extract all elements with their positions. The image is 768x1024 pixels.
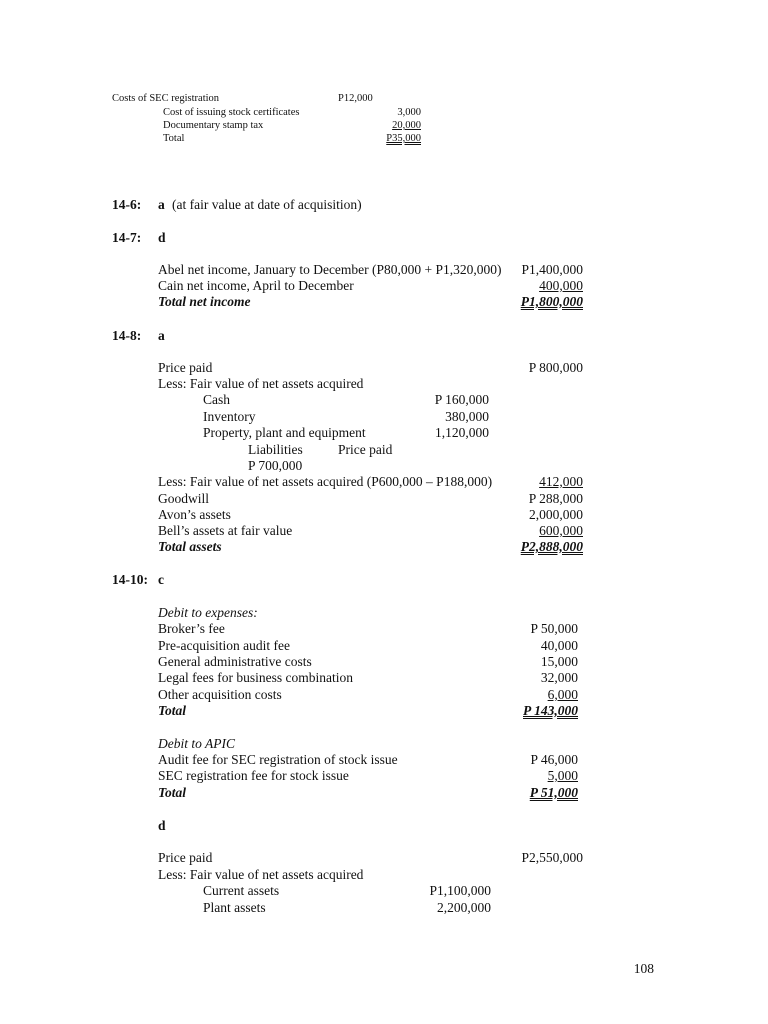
sec-costs-row-label: Cost of issuing stock certificates [163, 107, 300, 118]
total-amount: P1,800,000 [520, 294, 583, 309]
problem-number: 14-6: [112, 197, 142, 212]
line-amount: P 50,000 [530, 621, 578, 636]
line-label: Other acquisition costs [158, 687, 282, 702]
line-label: Price paid [158, 850, 213, 865]
line-label: Abel net income, January to December (P80,000 + P1,320,000) [158, 262, 502, 277]
asset-label: Current assets [203, 883, 280, 898]
line-label: Pre-acquisition audit fee [158, 638, 290, 653]
line-label: Less: Fair value of net assets acquired [158, 867, 364, 882]
line-label: Goodwill [158, 491, 210, 506]
problem-number: 14-10: [112, 572, 148, 587]
line-amount: 15,000 [540, 654, 578, 669]
line-label: Less: Fair value of net assets acquired (P600,000 – P188,000) [158, 474, 493, 489]
sec-costs-total-label: Total [163, 133, 185, 144]
line-amount: 412,000 [539, 474, 583, 489]
asset-amount: P1,100,000 [429, 883, 491, 898]
line-amount: P2,550,000 [521, 850, 583, 865]
inline-amount: P 700,000 [248, 458, 303, 473]
line-label: Broker’s fee [158, 621, 225, 636]
line-label: Legal fees for business combination [158, 670, 353, 685]
asset-label: Property, plant and equipment [203, 425, 366, 440]
line-amount: 5,000 [547, 768, 578, 783]
sec-costs-total-amount: P35,000 [386, 133, 421, 144]
answer-letter: c [158, 572, 164, 587]
line-amount: 6,000 [547, 687, 578, 702]
line-amount: P1,400,000 [521, 262, 583, 277]
line-label: SEC registration fee for stock issue [158, 768, 349, 783]
answer-letter: d [158, 818, 166, 833]
total-label: Total [158, 785, 187, 800]
answer-note: (at fair value at date of acquisition) [172, 197, 362, 212]
line-amount: 400,000 [539, 278, 583, 293]
asset-label: Plant assets [203, 900, 266, 915]
sec-costs-row-amount: 3,000 [397, 107, 421, 118]
line-label: Avon’s assets [158, 507, 231, 522]
problem-number: 14-8: [112, 328, 142, 343]
line-label: Audit fee for SEC registration of stock issue [158, 752, 398, 767]
line-amount: 600,000 [539, 523, 583, 538]
total-amount: P2,888,000 [520, 539, 583, 554]
asset-amount: 2,200,000 [437, 900, 491, 915]
liabilities-label: Liabilities [248, 442, 303, 457]
total-label: Total assets [158, 539, 222, 554]
answer-letter: a [158, 328, 165, 343]
line-amount: P 46,000 [530, 752, 578, 767]
price-paid-inline: Price paid [338, 442, 393, 457]
line-amount: P 800,000 [528, 360, 583, 375]
line-amount: 40,000 [540, 638, 578, 653]
asset-amount: 380,000 [445, 409, 489, 424]
line-amount: P 288,000 [528, 491, 583, 506]
section-heading: Debit to expenses: [158, 605, 258, 620]
total-label: Total [158, 703, 187, 718]
line-label: Bell’s assets at fair value [158, 523, 293, 538]
sec-costs-row-amount: 20,000 [392, 120, 421, 131]
line-amount: 2,000,000 [529, 507, 583, 522]
problem-number: 14-7: [112, 230, 142, 245]
line-amount: 32,000 [540, 670, 578, 685]
line-label: Less: Fair value of net assets acquired [158, 376, 364, 391]
asset-amount: P 160,000 [434, 392, 489, 407]
line-label: Cain net income, April to December [158, 278, 354, 293]
section-heading: Debit to APIC [158, 736, 235, 751]
line-label: Price paid [158, 360, 213, 375]
asset-label: Cash [203, 392, 230, 407]
answer-letter: a [158, 197, 165, 212]
total-amount: P 143,000 [523, 703, 578, 718]
total-amount: P 51,000 [529, 785, 578, 800]
asset-label: Inventory [203, 409, 256, 424]
asset-amount: 1,120,000 [435, 425, 489, 440]
total-label: Total net income [158, 294, 251, 309]
sec-costs-row-label: Costs of SEC registration [112, 93, 220, 104]
sec-costs-row-label: Documentary stamp tax [163, 120, 264, 131]
answer-letter: d [158, 230, 166, 245]
page-number: 108 [633, 961, 654, 976]
line-label: General administrative costs [158, 654, 312, 669]
sec-costs-row-amount: P12,000 [338, 93, 373, 104]
